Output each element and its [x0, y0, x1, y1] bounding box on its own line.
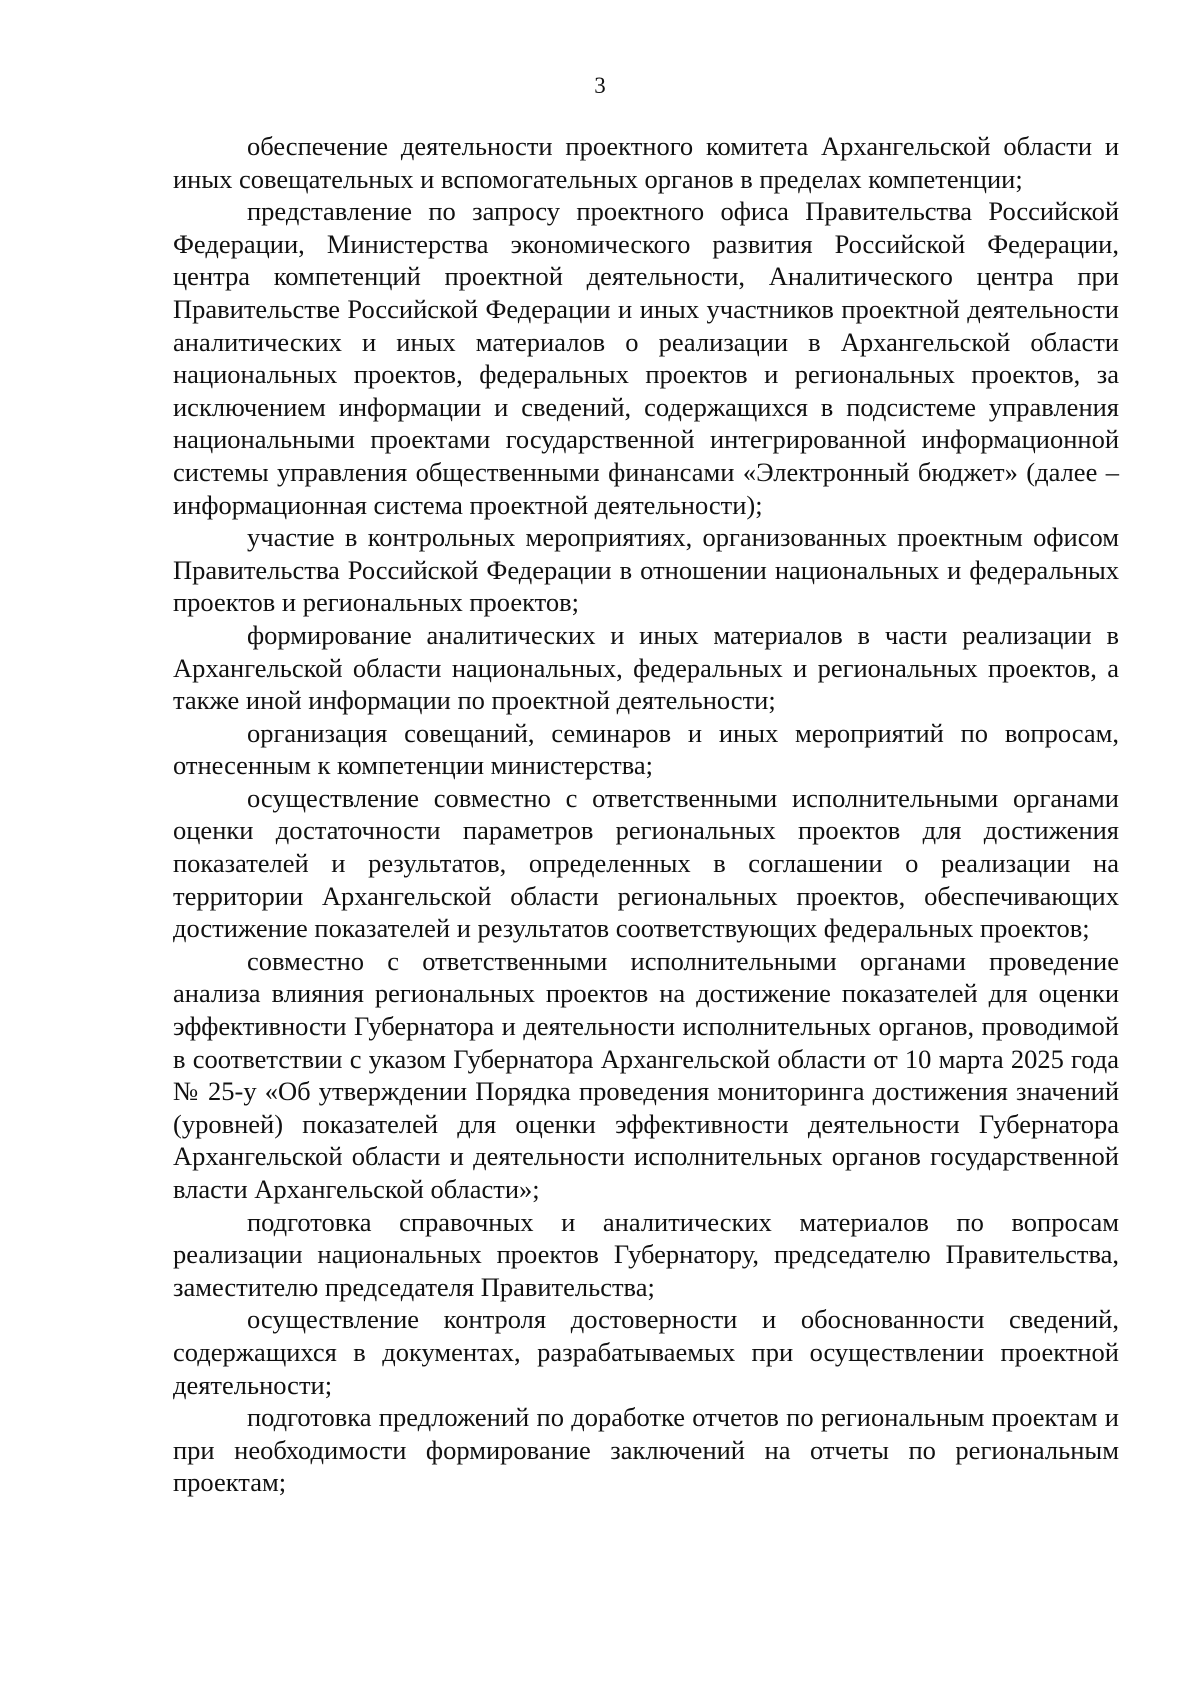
paragraph-7: совместно с ответственными исполнительными органами проведение анализа влияния региональных проектов на достижение показателей для оценки эффективности Губернатора и деятельности исполнительных органов, проводимой в соответствии с указом Губернатора Архангельской области от 10 марта 2025 года № 25-у «Об утверждении Порядка проведения мониторинга достижения значений (уровней) показателей для оценки эффективности деятельности Губернатора Архангельской области и деятельности исполнительных органов государственной власти Архангельской области»; — [173, 945, 1119, 1204]
paragraph-10: подготовка предложений по доработке отчетов по региональным проектам и при необходимости формирование заключений на отчеты по региональным проектам; — [173, 1402, 1119, 1498]
page-number: 3 — [594, 73, 606, 98]
document-body — [173, 130, 1119, 1499]
paragraph-5: организация совещаний, семинаров и иных мероприятий по вопросам, отнесенным к компетенции министерства; — [173, 717, 1119, 781]
paragraph-4: формирование аналитических и иных материалов в части реализации в Архангельской области национальных, федеральных и региональных проектов, а также иной информации по проектной деятельности; — [173, 619, 1119, 716]
paragraph-3: участие в контрольных мероприятиях, организованных проектным офисом Правительства Российской Федерации в отношении национальных и федеральных проектов и региональных проектов; — [173, 522, 1119, 618]
paragraph-1: обеспечение деятельности проектного комитета Архангельской области и иных совещательных и вспомогательных органов в пределах компетенции; — [173, 131, 1119, 194]
paragraph-8: подготовка справочных и аналитических материалов по вопросам реализации национальных проектов Губернатору, председателю Правительства, заместителю председателя Правительства; — [173, 1206, 1119, 1302]
paragraph-9: осуществление контроля достоверности и обоснованности сведений, содержащихся в документах, разрабатываемых при осуществлении проектной деятельности; — [173, 1304, 1119, 1400]
paragraph-2: представление по запросу проектного офиса Правительства Российской Федерации, Министерства экономического развития Российской Федерации, центра компетенций проектной деятельности, Аналитического центра при Правительстве Российской Федерации и иных участников проектной деятельности аналитических и иных материалов о реализации в Архангельской области национальных проектов, федеральных проектов и региональных проектов, за исключением информации и сведений, содержащихся в подсистеме управления национальными проектами государственной интегрированной информационной системы управления общественными финансами «Электронный бюджет» (далее – информационная система проектной деятельности); — [173, 196, 1119, 520]
paragraph-6: осуществление совместно с ответственными исполнительными органами оценки достаточности параметров региональных проектов для достижения показателей и результатов, определенных в соглашении о реализации на территории Архангельской области региональных проектов, обеспечивающих достижение показателей и результатов соответствующих федеральных проектов; — [173, 782, 1119, 944]
